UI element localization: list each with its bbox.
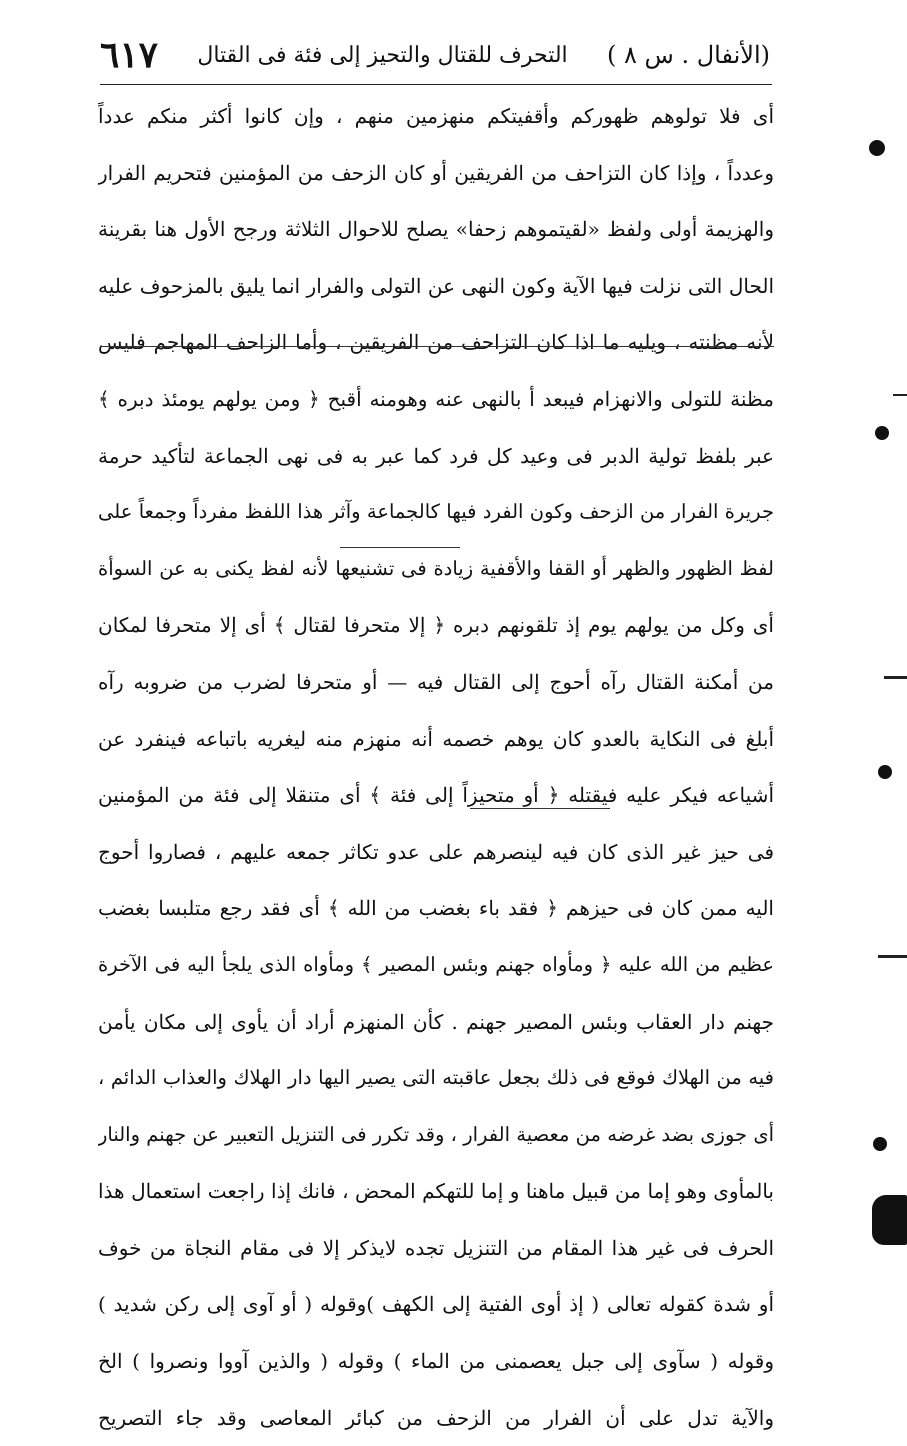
verse-rule <box>100 346 774 347</box>
margin-mark <box>873 1137 887 1151</box>
sura-reference: (الأنفال . س ٨ ) <box>607 41 770 69</box>
text-line: جريرة الفرار من الزحف وكون الفرد فيها كالجماعة وآثر هذا اللفظ مفرداً وجمعاً على <box>98 500 774 524</box>
verse-rule <box>470 808 610 809</box>
text-line: وعدداً ، وإذا كان التزاحف من الفريقين أو كان الزحف من المؤمنين فتحريم الفرار <box>98 160 774 185</box>
text-line: من أمكنة القتال رآه أحوج إلى القتال فيه — أو متحرفا لضرب من ضروبه رآه <box>98 669 774 694</box>
text-line: مظنة للتولى والانهزام فيبعد أ بالنهى عنه وهومنه أقبح ﴿ ومن يولهم يومئذ دبره ﴾ <box>98 386 774 411</box>
text-line: لفظ الظهور والظهر أو القفا والأقفية زيادة فى تشنيعها لأنه لفظ يكنى به عن السوأة <box>98 556 774 580</box>
text-line: أى فلا تولوهم ظهوركم وأقفيتكم منهزمين منهم ، وإن كانوا أكثر منكم عدداً <box>98 104 774 128</box>
body-text <box>98 88 774 1446</box>
text-line: والهزيمة أولى ولفظ «لقيتموهم زحفا» يصلح للاحوال الثلاثة ورجح الأول هنا بقرينة <box>98 217 774 242</box>
text-line: بالمأوى وهو إما من قبيل ماهنا و إما للتهكم المحض ، فانك إذا راجعت استعمال هذا <box>98 1179 774 1204</box>
margin-mark <box>878 765 892 779</box>
margin-mark <box>884 676 907 679</box>
text-line: فيه من الهلاك فوقع فى ذلك بجعل عاقبته التى يصير اليها دار الهلاك والعذاب الدائم ، <box>98 1066 774 1090</box>
text-line: اليه ممن كان فى حيزهم ﴿ فقد باء بغضب من الله ﴾ أى فقد رجع متلبسا بغضب <box>98 896 774 921</box>
text-line: وقوله ( سآوى إلى جبل يعصمنى من الماء ) وقوله ( والذين آووا ونصروا ) الخ <box>98 1349 774 1374</box>
text-line: أو شدة كقوله تعالى ( إذ أوى الفتية إلى الكهف )وقوله ( أو آوى إلى ركن شديد ) <box>98 1292 774 1317</box>
text-line: لأنه مظنته ، ويليه ما اذا كان التزاحف من الفريقين ، وأما الزاحف المهاجم فليس <box>98 330 774 355</box>
text-line: أبلغ فى النكاية بالعدو كان يوهم خصمه أنه منهزم منه ليغريه باتباعه فينفرد عن <box>98 726 774 751</box>
margin-mark <box>893 394 907 396</box>
margin-mark <box>869 140 885 156</box>
text-line: أى وكل من يولهم يوم إذ تلقونهم دبره ﴿ إلا متحرفا لقتال ﴾ أى إلا متحرفا لمكان <box>98 613 774 638</box>
text-line: الحال التى نزلت فيها الآية وكون النهى عن التولى والفرار انما يليق بالمزحوف عليه <box>98 273 774 298</box>
text-line: والآية تدل على أن الفرار من الزحف من كبائر المعاصى وقد جاء التصريح <box>98 1405 774 1430</box>
margin-mark <box>878 955 907 958</box>
page-header <box>100 30 770 80</box>
text-line: أى جوزى بضد غرضه من معصية الفرار ، وقد تكرر فى التنزيل التعبير عن جهنم والنار <box>98 1122 774 1146</box>
margin-mark <box>872 1195 907 1245</box>
text-line: الحرف فى غير هذا المقام من التنزيل تجده لايذكر إلا فى مقام النجاة من خوف <box>98 1235 774 1260</box>
margin-mark <box>875 426 889 440</box>
section-title: التحرف للقتال والتحيز إلى فئة فى القتال <box>197 42 568 68</box>
verse-rule <box>340 547 460 548</box>
text-line: أشياعه فيكر عليه فيقتله ﴿ أو متحيزاً إلى فئة ﴾ أى متنقلا إلى فئة من المؤمنين <box>98 783 774 808</box>
text-line: جهنم دار العقاب وبئس المصير جهنم . كأن المنهزم أراد أن يأوى إلى مكان يأمن <box>98 1009 774 1034</box>
text-line: عبر بلفظ تولية الدبر فى وعيد كل فرد كما عبر به فى نهى الجماعة لتأكيد حرمة <box>98 443 774 468</box>
text-line: فى حيز غير الذى كان فيه لينصرهم على عدو تكاثر جمعه عليهم ، فصاروا أحوج <box>98 839 774 864</box>
header-divider <box>100 84 772 85</box>
text-line: عظيم من الله عليه ﴿ ومأواه جهنم وبئس المصير ﴾ ومأواه الذى يلجأ اليه فى الآخرة <box>98 952 774 976</box>
page-number: ٦١٧ <box>100 34 159 76</box>
